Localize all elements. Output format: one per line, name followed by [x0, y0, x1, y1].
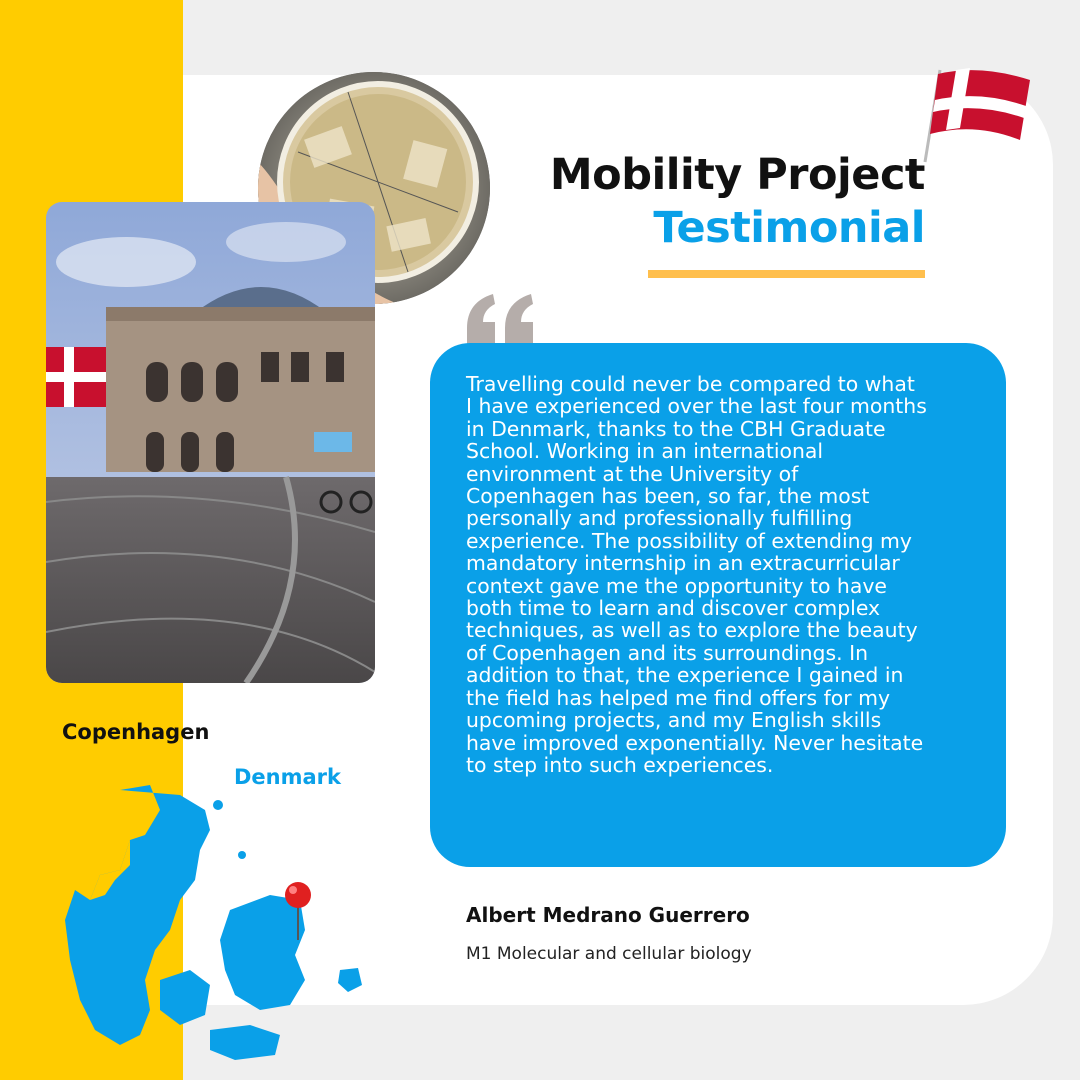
city-label: Copenhagen — [62, 720, 210, 744]
denmark-flag-icon — [920, 62, 1040, 172]
quote-line: techniques, as well as to explore the beauty — [466, 618, 918, 643]
testimonial-text — [466, 373, 980, 776]
country-label: Denmark — [234, 765, 341, 789]
quote-line: experience. The possibility of extending my — [466, 528, 912, 553]
quote-line: School. Working in an international — [466, 439, 824, 464]
quote-line: to step into such experiences. — [466, 752, 774, 777]
quote-line: Travelling could never be compared to what — [466, 372, 915, 396]
quote-line: environment at the University of — [466, 461, 799, 486]
testimonial-box — [430, 343, 1006, 867]
quote-line: both time to learn and discover complex — [466, 596, 881, 621]
quote-line: in Denmark, thanks to the CBH Graduate — [466, 416, 886, 441]
quote-line: the field has helped me find offers for my — [466, 685, 891, 710]
quote-line: upcoming projects, and my English skills — [466, 708, 882, 733]
page-title-line2: Testimonial — [653, 203, 925, 253]
quote-line: of Copenhagen and its surroundings. In — [466, 640, 869, 665]
author-program: M1 Molecular and cellular biology — [466, 944, 752, 964]
page-title-line1: Mobility Project — [549, 150, 925, 200]
denmark-map — [60, 780, 380, 1070]
copenhagen-city-photo — [46, 202, 375, 683]
quote-line: personally and professionally fulfilling — [466, 506, 853, 531]
quote-line: have improved exponentially. Never hesitate — [466, 730, 924, 755]
quote-line: Copenhagen has been, so far, the most — [466, 484, 870, 509]
quote-line: addition to that, the experience I gained in — [466, 663, 904, 688]
quote-line: mandatory internship in an extracurricular — [466, 551, 900, 576]
title-underline — [648, 270, 925, 278]
author-name: Albert Medrano Guerrero — [466, 903, 750, 927]
quote-line: context gave me the opportunity to have — [466, 573, 887, 598]
quote-line: I have experienced over the last four months — [466, 394, 927, 419]
